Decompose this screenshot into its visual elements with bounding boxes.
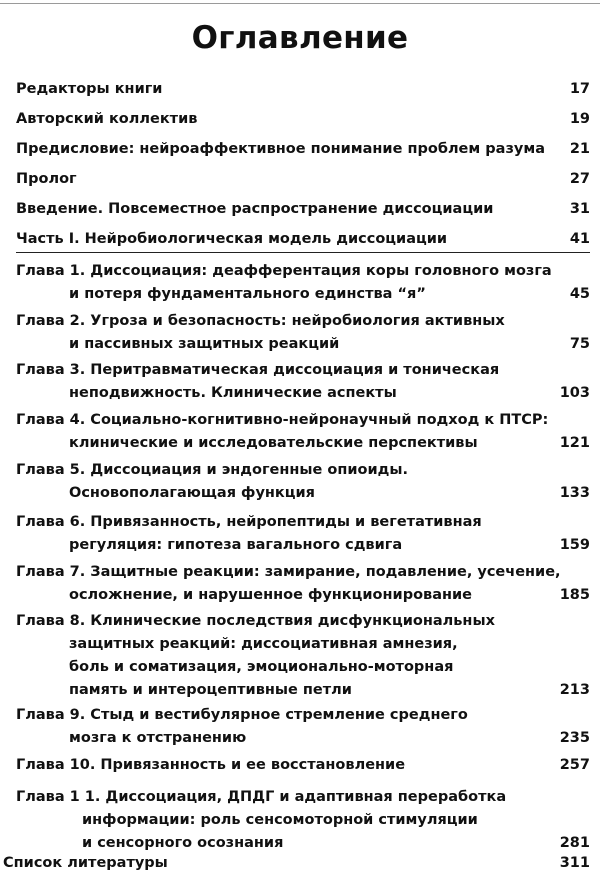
toc-entry-page: 21 [569, 141, 590, 157]
chapter-line: Глава 5. Диссоциация и эндогенные опиоиды. [16, 462, 409, 478]
toc-entry-editors [16, 78, 590, 101]
toc-chapter-5 [16, 459, 590, 505]
chapter-line: регуляция: гипотеза вагального сдвига [69, 537, 403, 553]
toc-chapter-4 [16, 409, 590, 455]
chapter-line: Глава 4. Социально-когнитивно-нейронаучный подход к ПТСР: [16, 412, 549, 428]
toc-chapter-8 [16, 610, 590, 702]
toc-entry-page: 31 [569, 201, 590, 217]
chapter-line: Глава 3. Перитравматическая диссоциация и тоническая [16, 362, 500, 378]
chapter-line: Глава 1 1. Диссоциация, ДПДГ и адаптивная переработка [16, 789, 507, 805]
part-divider [16, 252, 590, 253]
toc-chapter-1 [16, 260, 590, 306]
toc-entry-prologue [16, 168, 590, 191]
chapter-line: Глава 8. Клинические последствия дисфункциональных [16, 613, 495, 629]
toc-entry-preface [16, 138, 590, 161]
toc-entry-label: Предисловие: нейроаффективное понимание проблем разума [16, 141, 545, 157]
toc-part-label: Часть I. Нейробиологическая модель диссоциации [16, 231, 448, 247]
toc-chapter-7 [16, 561, 590, 607]
chapter-line: и потеря фундаментального единства “я” [69, 286, 426, 302]
toc-part-page: 41 [569, 231, 590, 247]
top-rule [0, 3, 600, 4]
chapter-line: Глава 9. Стыд и вестибулярное стремление среднего [16, 707, 468, 723]
chapter-line: защитных реакций: диссоциативная амнезия, [69, 636, 458, 652]
chapter-line: информации: роль сенсомоторной стимуляции [82, 812, 478, 828]
toc-part-1 [16, 228, 590, 251]
chapter-line: Глава 7. Защитные реакции: замирание, подавление, усечение, [16, 564, 561, 580]
toc-chapter-3 [16, 359, 590, 405]
chapter-line: мозга к отстранению [69, 730, 247, 746]
chapter-line: и пассивных защитных реакций [69, 336, 340, 352]
chapter-page: 185 [559, 587, 590, 603]
chapter-page: 75 [569, 336, 590, 352]
chapter-line: Глава 10. Привязанность и ее восстановление [16, 757, 406, 773]
chapter-line: клинические и исследовательские перспективы [69, 435, 478, 451]
chapter-page: 281 [559, 835, 590, 851]
toc-chapter-11 [16, 786, 590, 855]
chapter-line: неподвижность. Клинические аспекты [69, 385, 397, 401]
toc-chapter-9 [16, 704, 590, 750]
toc-entry-label: Редакторы книги [16, 81, 163, 97]
chapter-page: 133 [559, 485, 590, 501]
chapter-page: 45 [569, 286, 590, 302]
chapter-page: 257 [559, 757, 590, 773]
chapter-line: Глава 1. Диссоциация: деафферентация коры головного мозга [16, 263, 552, 279]
toc-entry-authors [16, 108, 590, 131]
toc-entry-page: 17 [569, 81, 590, 97]
toc-entry-page: 311 [559, 855, 590, 871]
chapter-line: и сенсорного осознания [82, 835, 284, 851]
toc-chapter-6 [16, 511, 590, 557]
toc-entry-page: 19 [569, 111, 590, 127]
chapter-line: осложнение, и нарушенное функционирование [69, 587, 473, 603]
page-title: Оглавление [191, 20, 409, 56]
toc-entry-label: Авторский коллектив [16, 111, 198, 127]
toc-chapter-2 [16, 310, 590, 356]
chapter-page: 121 [559, 435, 590, 451]
chapter-page: 159 [559, 537, 590, 553]
toc-entry-label: Список литературы [3, 855, 168, 871]
chapter-line: боль и соматизация, эмоционально-моторная [69, 659, 454, 675]
toc-chapter-10 [16, 754, 590, 777]
chapter-line: память и интероцептивные петли [69, 682, 352, 698]
toc-entry-label: Пролог [16, 171, 77, 187]
toc-entry-label: Введение. Повсеместное распространение диссоциации [16, 201, 494, 217]
toc-entry-introduction [16, 198, 590, 221]
chapter-line: Основополагающая функция [69, 485, 315, 501]
chapter-line: Глава 6. Привязанность, нейропептиды и вегетативная [16, 514, 482, 530]
toc-entry-page: 27 [569, 171, 590, 187]
chapter-page: 103 [559, 385, 590, 401]
toc-entry-references [3, 852, 590, 875]
chapter-page: 213 [559, 682, 590, 698]
chapter-page: 235 [559, 730, 590, 746]
chapter-line: Глава 2. Угроза и безопасность: нейробиология активных [16, 313, 505, 329]
